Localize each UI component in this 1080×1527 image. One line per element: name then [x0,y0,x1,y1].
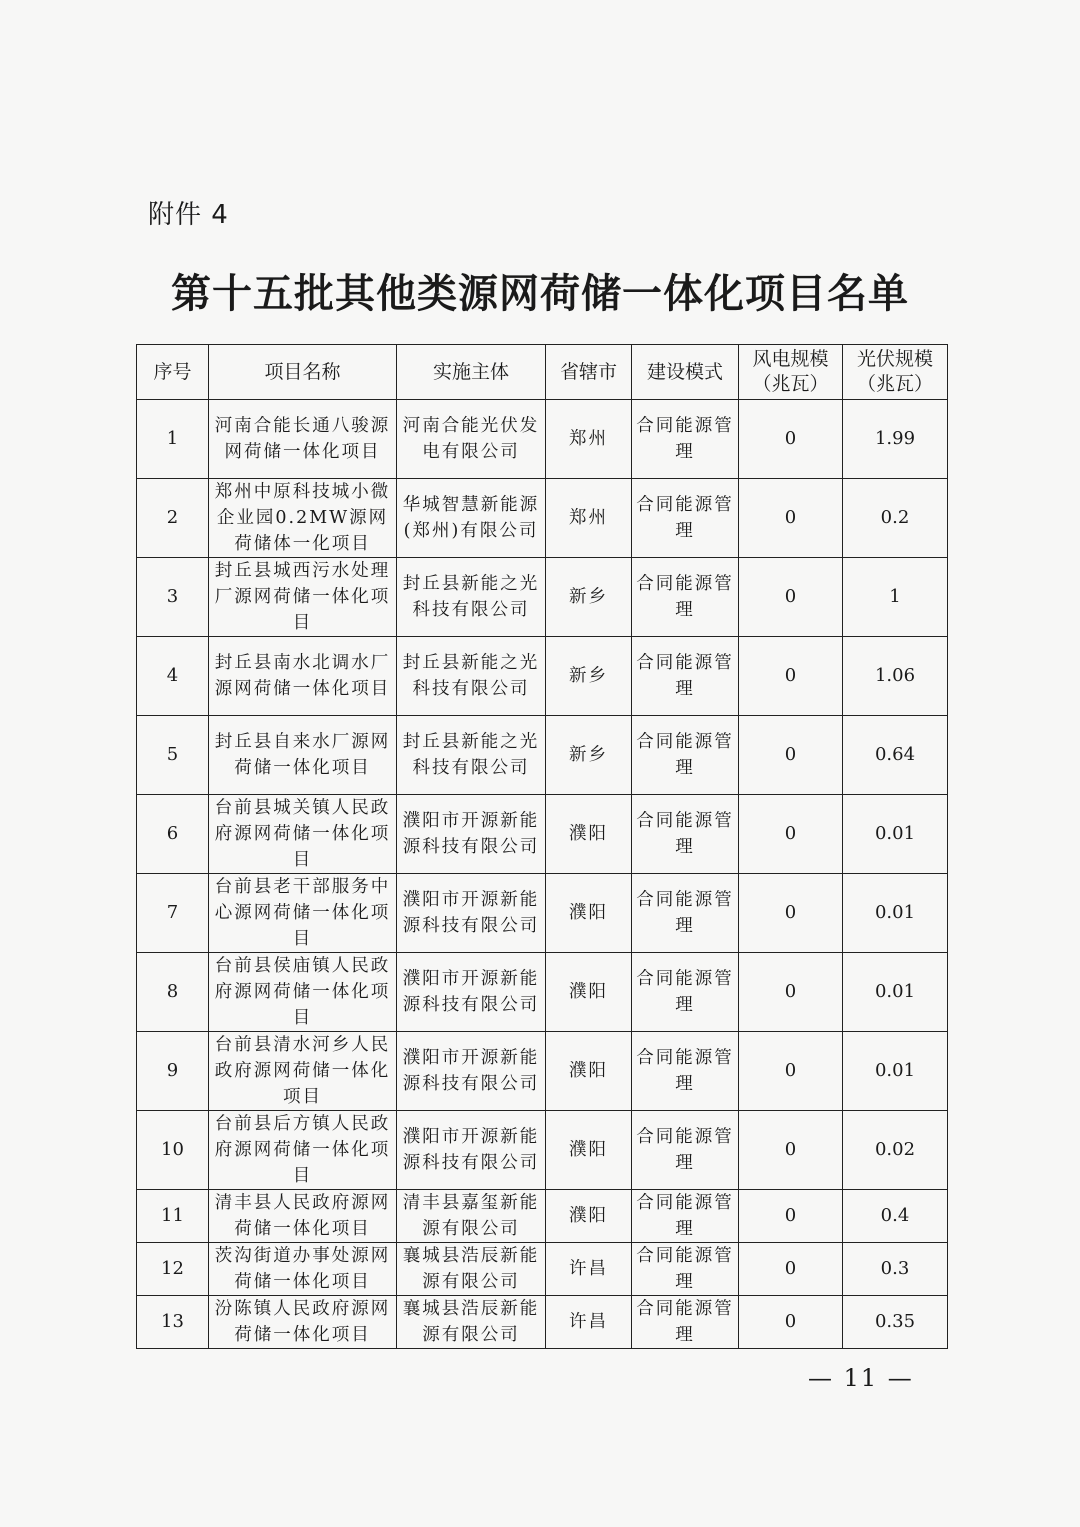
cell-mode: 合同能源管理 [632,874,739,953]
cell-name: 台前县后方镇人民政府源网荷储一体化项目 [209,1111,397,1190]
project-table [136,344,948,1349]
cell-index: 6 [137,795,209,874]
cell-index: 2 [137,479,209,558]
cell-mode: 合同能源管理 [632,558,739,637]
header-index: 序号 [137,345,209,400]
header-pv-unit: （兆瓦） [856,373,933,395]
table-row [137,400,948,479]
header-wind [739,345,843,400]
cell-wind: 0 [739,637,843,716]
cell-pv: 0.3 [843,1243,948,1296]
table-row [137,479,948,558]
table-row [137,558,948,637]
cell-city: 郑州 [546,479,632,558]
cell-name: 清丰县人民政府源网荷储一体化项目 [209,1190,397,1243]
cell-index: 5 [137,716,209,795]
cell-mode: 合同能源管理 [632,400,739,479]
cell-wind: 0 [739,1190,843,1243]
table-header-row [137,345,948,400]
cell-index: 9 [137,1032,209,1111]
cell-mode: 合同能源管理 [632,1032,739,1111]
cell-pv: 1 [843,558,948,637]
cell-name: 河南合能长通八骏源网荷储一体化项目 [209,400,397,479]
table-row [137,1032,948,1111]
cell-name: 汾陈镇人民政府源网荷储一体化项目 [209,1296,397,1349]
table-row [137,874,948,953]
cell-index: 10 [137,1111,209,1190]
cell-pv: 1.06 [843,637,948,716]
cell-index: 3 [137,558,209,637]
cell-city: 濮阳 [546,795,632,874]
cell-wind: 0 [739,874,843,953]
cell-index: 8 [137,953,209,1032]
cell-entity: 封丘县新能之光科技有限公司 [397,637,546,716]
cell-pv: 0.4 [843,1190,948,1243]
cell-mode: 合同能源管理 [632,637,739,716]
table-row [137,1296,948,1349]
cell-index: 11 [137,1190,209,1243]
cell-city: 郑州 [546,400,632,479]
attachment-label: 附件 4 [148,200,229,230]
cell-pv: 0.01 [843,1032,948,1111]
header-entity: 实施主体 [397,345,546,400]
cell-entity: 襄城县浩辰新能源有限公司 [397,1243,546,1296]
cell-pv: 0.35 [843,1296,948,1349]
cell-wind: 0 [739,558,843,637]
cell-entity: 濮阳市开源新能源科技有限公司 [397,1111,546,1190]
table-row [137,1111,948,1190]
table-row [137,637,948,716]
cell-name: 台前县侯庙镇人民政府源网荷储一体化项目 [209,953,397,1032]
header-name: 项目名称 [209,345,397,400]
cell-entity: 清丰县嘉玺新能源有限公司 [397,1190,546,1243]
table-row [137,1190,948,1243]
cell-mode: 合同能源管理 [632,953,739,1032]
cell-index: 1 [137,400,209,479]
header-pv-label: 光伏规模 [856,348,933,370]
cell-name: 郑州中原科技城小微企业园0.2MW源网荷储体一化项目 [209,479,397,558]
cell-wind: 0 [739,1243,843,1296]
cell-city: 新乡 [546,637,632,716]
cell-wind: 0 [739,716,843,795]
table-row [137,953,948,1032]
header-mode: 建设模式 [632,345,739,400]
cell-name: 封丘县自来水厂源网荷储一体化项目 [209,716,397,795]
cell-city: 濮阳 [546,953,632,1032]
cell-index: 7 [137,874,209,953]
cell-entity: 封丘县新能之光科技有限公司 [397,558,546,637]
cell-wind: 0 [739,1032,843,1111]
cell-mode: 合同能源管理 [632,1243,739,1296]
table-body [137,400,948,1349]
cell-wind: 0 [739,400,843,479]
header-wind-label: 风电规模 [752,348,829,370]
cell-mode: 合同能源管理 [632,1296,739,1349]
cell-city: 濮阳 [546,1032,632,1111]
cell-wind: 0 [739,953,843,1032]
cell-index: 4 [137,637,209,716]
cell-entity: 华城智慧新能源(郑州)有限公司 [397,479,546,558]
table-row [137,716,948,795]
cell-entity: 濮阳市开源新能源科技有限公司 [397,874,546,953]
cell-wind: 0 [739,1111,843,1190]
cell-mode: 合同能源管理 [632,1190,739,1243]
cell-city: 许昌 [546,1296,632,1349]
table-row [137,795,948,874]
cell-pv: 0.02 [843,1111,948,1190]
cell-mode: 合同能源管理 [632,716,739,795]
cell-name: 封丘县南水北调水厂源网荷储一体化项目 [209,637,397,716]
cell-entity: 封丘县新能之光科技有限公司 [397,716,546,795]
cell-pv: 0.64 [843,716,948,795]
cell-wind: 0 [739,795,843,874]
page-number: — 11 — [808,1364,914,1392]
cell-pv: 0.01 [843,953,948,1032]
cell-city: 新乡 [546,558,632,637]
cell-index: 13 [137,1296,209,1349]
header-city: 省辖市 [546,345,632,400]
cell-pv: 0.01 [843,795,948,874]
cell-name: 台前县城关镇人民政府源网荷储一体化项目 [209,795,397,874]
cell-pv: 1.99 [843,400,948,479]
cell-city: 许昌 [546,1243,632,1296]
document-title: 第十五批其他类源网荷储一体化项目名单 [171,270,909,317]
header-wind-unit: （兆瓦） [752,373,829,395]
cell-entity: 濮阳市开源新能源科技有限公司 [397,1032,546,1111]
cell-name: 台前县清水河乡人民政府源网荷储一体化项目 [209,1032,397,1111]
cell-city: 濮阳 [546,1190,632,1243]
cell-city: 濮阳 [546,874,632,953]
cell-city: 新乡 [546,716,632,795]
cell-entity: 襄城县浩辰新能源有限公司 [397,1296,546,1349]
cell-name: 封丘县城西污水处理厂源网荷储一体化项目 [209,558,397,637]
cell-wind: 0 [739,1296,843,1349]
cell-mode: 合同能源管理 [632,1111,739,1190]
cell-name: 茨沟街道办事处源网荷储一体化项目 [209,1243,397,1296]
cell-wind: 0 [739,479,843,558]
cell-entity: 濮阳市开源新能源科技有限公司 [397,795,546,874]
cell-entity: 濮阳市开源新能源科技有限公司 [397,953,546,1032]
cell-pv: 0.2 [843,479,948,558]
cell-city: 濮阳 [546,1111,632,1190]
header-pv [843,345,948,400]
cell-index: 12 [137,1243,209,1296]
table-row [137,1243,948,1296]
cell-mode: 合同能源管理 [632,795,739,874]
cell-name: 台前县老干部服务中心源网荷储一体化项目 [209,874,397,953]
cell-pv: 0.01 [843,874,948,953]
cell-entity: 河南合能光伏发电有限公司 [397,400,546,479]
cell-mode: 合同能源管理 [632,479,739,558]
